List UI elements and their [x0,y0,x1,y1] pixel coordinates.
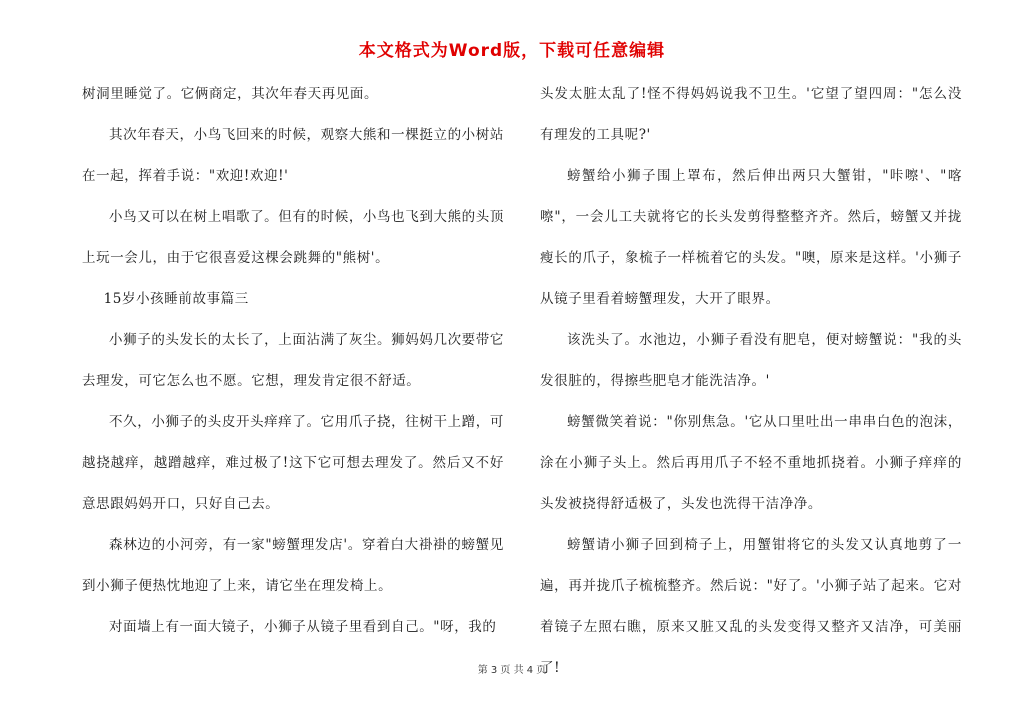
paragraph: 森林边的小河旁，有一家"螃蟹理发店'。穿着白大褂褂的螃蟹见到小狮子便热忱地迎了上来，请它坐在理发椅上。 [82,537,504,594]
paragraph: 不久，小狮子的头皮开头痒痒了。它用爪子挠，往树干上蹭，可越挠越痒，越蹭越痒，难过极了!这下它可想去理发了。然后又不好意思跟妈妈开口，只好自己去。 [82,414,504,512]
paragraph: 螃蟹微笑着说："你别焦急。'它从口里吐出一串串白色的泡沫，涂在小狮子头上。然后再用爪子不轻不重地抓挠着。小狮子痒痒的头发被挠得舒适极了，头发也洗得干洁净净。 [540,414,962,512]
section-heading: 15岁小孩睡前故事篇三 [103,291,249,307]
paragraph: 螃蟹请小狮子回到椅子上，用蟹钳将它的头发又认真地剪了一遍，再并拢爪子梳梳整齐。然后说："好了。'小狮子站了起来。它对着镜子左照右瞧，原来又脏又乱的头发变得又整齐又洁净，可美丽了! [540,537,962,676]
paragraph: 小狮子的头发长的太长了，上面沾满了灰尘。狮妈妈几次要带它去理发，可它怎么也不愿。它想，理发肯定很不舒适。 [82,332,504,389]
paragraph: 头发太脏太乱了!怪不得妈妈说我不卫生。'它望了望四周："怎么没有理发的工具呢?' [540,86,962,143]
paragraph: 该洗头了。水池边，小狮子看没有肥皂，便对螃蟹说："我的头发很脏的，得擦些肥皂才能洗洁净。' [540,332,962,389]
paragraph: 小鸟又可以在树上唱歌了。但有的时候，小鸟也飞到大熊的头顶上玩一会儿，由于它很喜爱这棵会跳舞的"熊树'。 [82,209,504,266]
paragraph: 螃蟹给小狮子围上罩布，然后伸出两只大蟹钳，"咔嚓'、"喀嚓"，一会儿工夫就将它的长头发剪得整整齐齐。然后，螃蟹又并拢瘦长的爪子，象梳子一样梳着它的头发。"噢，原来是这样。'小狮子从镜子里看着螃蟹理发，大开了眼界。 [540,168,962,307]
document-header-banner: 本文格式为Word版，下载可任意编辑 [358,41,666,61]
paragraph: 对面墙上有一面大镜子，小狮子从镜子里看到自己。"呀，我的 [109,619,497,635]
right-text-column [540,74,962,689]
page-number-footer: 第 3 页 共 4 页 [477,665,547,676]
paragraph: 树洞里睡觉了。它俩商定，其次年春天再见面。 [82,86,379,102]
paragraph: 其次年春天，小鸟飞回来的时候，观察大熊和一棵挺立的小树站在一起，挥着手说："欢迎!欢迎!' [82,127,504,184]
left-text-column [82,74,504,648]
